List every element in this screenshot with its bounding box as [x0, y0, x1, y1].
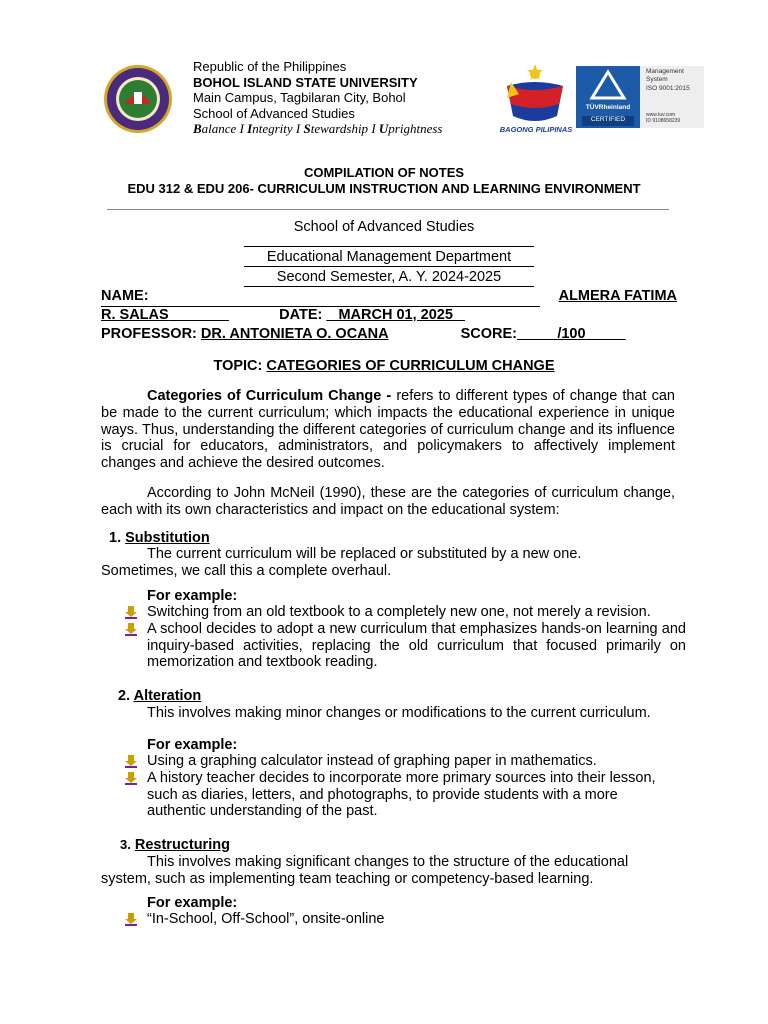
professor-row: [101, 326, 626, 342]
compilation-title: COMPILATION OF NOTES: [303, 165, 465, 180]
tuv-certification-badge: [576, 66, 704, 128]
course-title: EDU 312 & EDU 206- CURRICULUM INSTRUCTION AND LEARNING ENVIRONMENT: [127, 181, 641, 196]
arrow-bullet-icon: [124, 771, 138, 785]
university-name: BOHOL ISLAND STATE UNIVERSITY: [193, 74, 418, 90]
mcneil-paragraph: According to John McNeil (1990), these are the categories of curriculum change, each with its own characteristics and impact on the educational system:: [101, 485, 675, 518]
tuv-url: www.tuv.com: [646, 112, 676, 118]
campus-line: Main Campus, Tagbilaran City, Bohol: [193, 90, 406, 105]
arrow-bullet-icon: [124, 622, 138, 636]
name-value-1: ALMERA FATIMA: [558, 288, 677, 304]
arrow-bullet-icon: [124, 754, 138, 768]
tuv-ms2: System: [646, 75, 668, 83]
section-1-example-label: For example:: [147, 588, 238, 604]
tuv-iso: ISO 9001:2015: [646, 85, 690, 92]
school-line: School of Advanced Studies: [193, 105, 355, 121]
list-item: Switching from an old textbook to a completely new one, not merely a revision.: [124, 604, 686, 621]
section-3-examples: [124, 911, 686, 928]
section-1-desc-2: Sometimes, we call this a complete overhaul.: [101, 563, 392, 579]
bagong-pilipinas-logo: [497, 64, 575, 134]
section-1-desc-1: The current curriculum will be replaced or substituted by a new one.: [147, 546, 582, 562]
score-label: SCORE:: [460, 326, 518, 342]
list-item: Using a graphing calculator instead of graphing paper in mathematics.: [124, 753, 686, 770]
university-seal-logo: [103, 64, 173, 134]
section-3-desc-1: This involves making significant changes to the structure of the educational: [147, 854, 629, 870]
name-label: NAME:: [101, 288, 149, 304]
arrow-bullet-icon: [124, 605, 138, 619]
name-date-row: [101, 307, 465, 323]
topic-value: CATEGORIES OF CURRICULUM CHANGE: [266, 358, 555, 374]
section-1-examples: [124, 604, 686, 671]
topic-line: [0, 358, 768, 374]
score-value: /100: [557, 326, 586, 342]
section-2-example-label: For example:: [147, 737, 238, 753]
bagong-pilipinas-text: BAGONG PILIPINAS: [499, 125, 573, 134]
tuv-ms1: Management: [646, 68, 684, 75]
section-1-heading: 1. Substitution: [109, 530, 210, 546]
section-3-example-label: For example:: [147, 895, 238, 911]
tuv-brand: TÜVRheinland: [585, 104, 631, 111]
section-2-heading: 2. Alteration: [118, 688, 202, 704]
tuv-certified: CERTIFIED: [590, 116, 626, 123]
section-3-desc-2: system, such as implementing team teaching or competency-based learning.: [101, 871, 594, 887]
department-line: Educational Management Department: [244, 246, 534, 266]
school-heading: School of Advanced Studies: [293, 219, 475, 235]
name-value-2: R. SALAS: [101, 307, 169, 323]
date-label: DATE:: [279, 307, 323, 323]
list-item: A history teacher decides to incorporate more primary sources into their lesson, such as diaries, letters, and photographs, to provide students with a more authentic understanding of the past.: [124, 770, 667, 820]
motto: Balance I Integrity I Stewardship I Uprightness: [193, 121, 443, 136]
semester-line: Second Semester, A. Y. 2024-2025: [244, 266, 534, 287]
professor-value: DR. ANTONIETA O. OCANA: [200, 326, 389, 342]
republic-line: Republic of the Philippines: [193, 59, 347, 74]
list-item: A school decides to adopt a new curriculum that emphasizes hands-on learning and inquiry-based activities, replacing the old curriculum that focused primarily on memorization and textbook reading.: [124, 621, 686, 671]
topic-label: TOPIC:: [213, 358, 263, 374]
name-row: [101, 288, 677, 304]
divider: [107, 209, 669, 210]
professor-label: PROFESSOR:: [101, 326, 197, 342]
date-value: MARCH 01, 2025: [338, 307, 453, 323]
arrow-bullet-icon: [124, 912, 138, 926]
tuv-id: ID 9108658239: [646, 118, 681, 124]
letterhead: [193, 59, 442, 137]
section-2-examples: [124, 753, 686, 820]
intro-paragraph: Categories of Curriculum Change - refers to different types of change that can be made to the current curriculum; which impacts the educational experience in unique ways. Thus, understanding the different categories of curriculum change and its influence is crucial for educators, administrators, and policymakers to affectively implement changes and achieve the desired outcomes.: [101, 388, 675, 472]
department-box: [244, 246, 534, 287]
list-item: “In-School, Off-School”, onsite-online: [124, 911, 686, 928]
section-2-desc-1: This involves making minor changes or modifications to the current curriculum.: [147, 705, 651, 721]
section-3-heading: 3. Restructuring: [120, 837, 230, 853]
